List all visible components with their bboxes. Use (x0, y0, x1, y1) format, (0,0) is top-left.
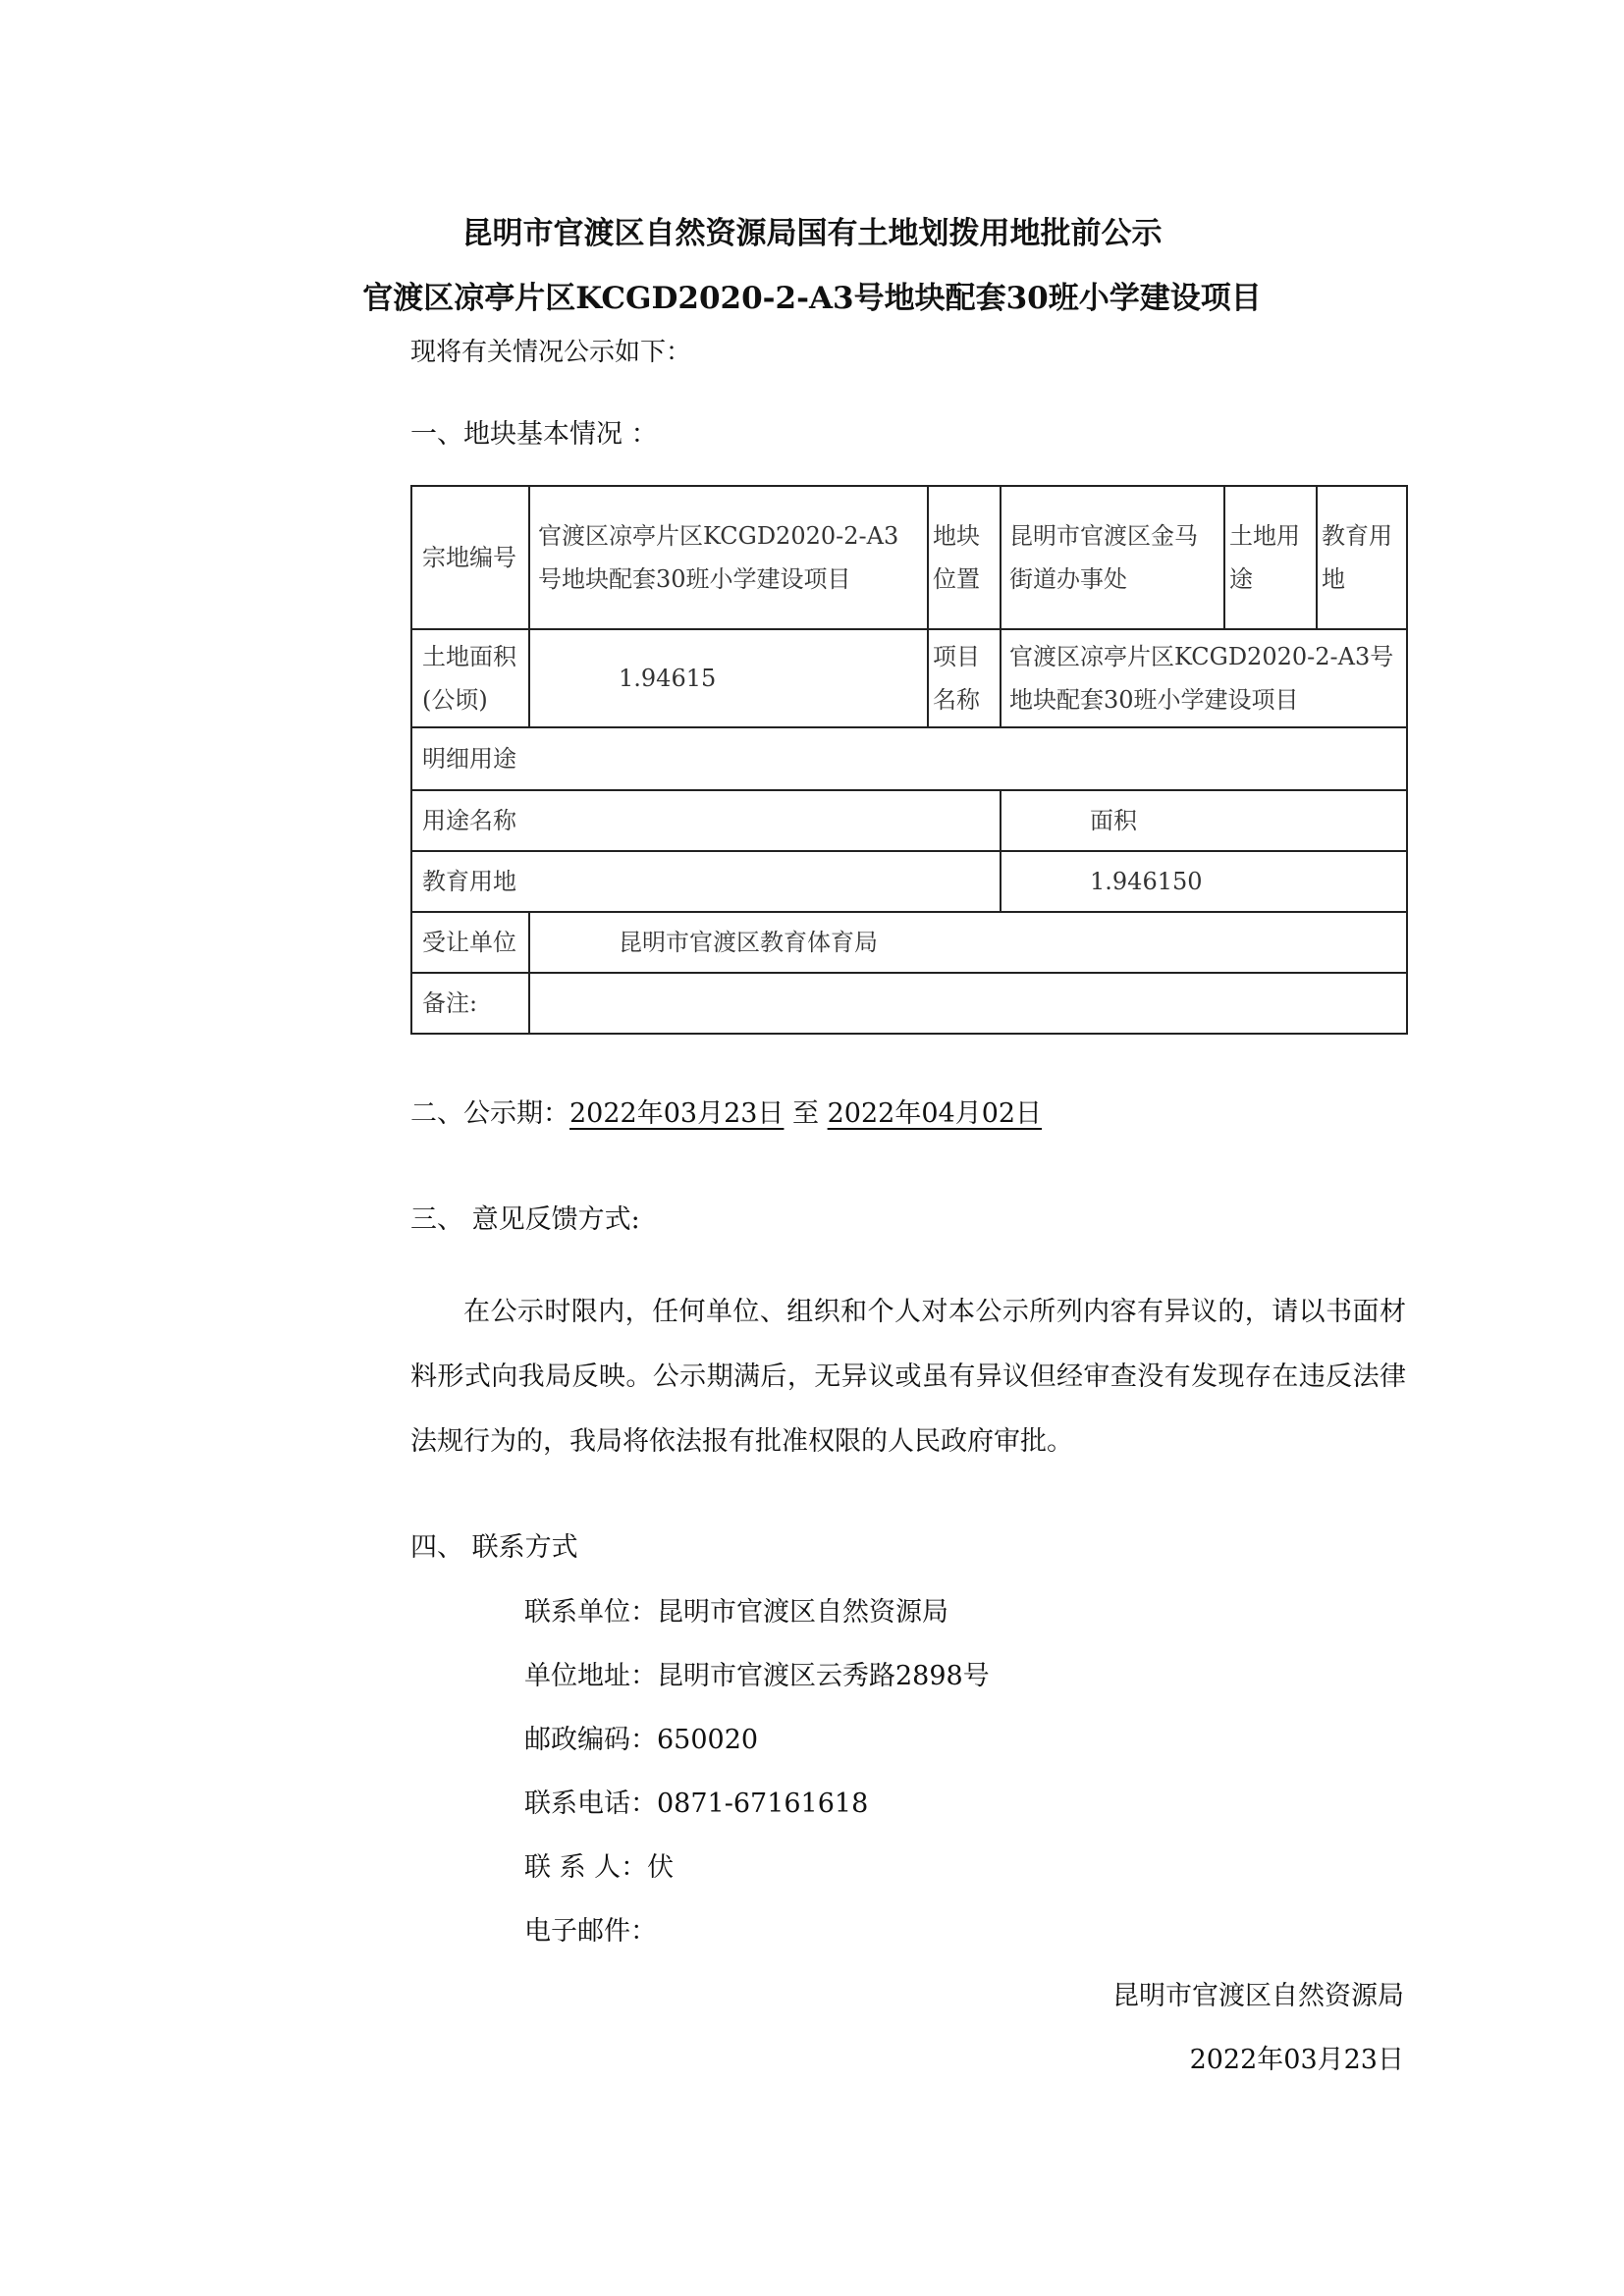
location-label: 地块位置 (928, 486, 1001, 629)
contact-phone: 联系电话：0871-67161618 (524, 1789, 869, 1819)
table-row (411, 486, 1407, 629)
intro-text: 现将有关情况公示如下： (410, 338, 692, 367)
location-value: 昆明市官渡区金马街道办事处 (1001, 486, 1224, 629)
landuse-label: 土地用途 (1224, 486, 1317, 629)
table-row (411, 973, 1407, 1034)
section1-heading: 一、地块基本情况 ： (410, 419, 658, 450)
grantee-label: 受让单位 (411, 912, 529, 973)
table-row (411, 790, 1407, 851)
document-subtitle: 官渡区凉亭片区KCGD2020-2-A3号地块配套30班小学建设项目 (362, 281, 1262, 316)
project-label: 项目名称 (928, 629, 1001, 727)
table-row (411, 912, 1407, 973)
contact-address: 单位地址：昆明市官渡区云秀路2898号 (524, 1661, 990, 1691)
section3-heading: 三、 意见反馈方式: (410, 1204, 640, 1235)
grantee-value: 昆明市官渡区教育体育局 (529, 912, 1407, 973)
parcel-info-table (410, 485, 1408, 1035)
table-row (411, 629, 1407, 727)
project-value: 官渡区凉亭片区KCGD2020-2-A3号地块配套30班小学建设项目 (1001, 629, 1407, 727)
section2-line (410, 1092, 1042, 1130)
parcel-no-label: 宗地编号 (411, 486, 529, 629)
use-row-name: 教育用地 (411, 851, 1001, 912)
parcel-no-value: 官渡区凉亭片区KCGD2020-2-A3号地块配套30班小学建设项目 (529, 486, 928, 629)
area-value: 1.94615 (529, 629, 928, 727)
section2-label: 二、公示期： (410, 1098, 569, 1129)
publicity-start-date: 2022年03月23日 (569, 1098, 785, 1129)
use-row-area: 1.946150 (1001, 851, 1407, 912)
contact-postcode: 邮政编码：650020 (524, 1725, 759, 1755)
table-row (411, 851, 1407, 912)
detail-label: 明细用途 (411, 727, 1407, 790)
use-area-header: 面积 (1001, 790, 1407, 851)
landuse-value: 教育用地 (1317, 486, 1407, 629)
contact-person: 联 系 人：伏 (524, 1852, 675, 1883)
publicity-to: 至 (792, 1098, 820, 1129)
feedback-text: 在公示时限内，任何单位、组织和个人对本公示所列内容有异议的，请以书面材料形式向我局反映。公示期满后，无异议或虽有异议但经审查没有发现存在违反法律法规行为的，我局将依法报有批准权限的人民政府审批。 (410, 1297, 1406, 1457)
use-name-header: 用途名称 (411, 790, 1001, 851)
contact-unit: 联系单位：昆明市官渡区自然资源局 (524, 1597, 948, 1628)
feedback-paragraph (410, 1280, 1406, 1474)
signature-org: 昆明市官渡区自然资源局 (1112, 1981, 1404, 2011)
remark-value (529, 973, 1407, 1034)
document-title: 昆明市官渡区自然资源局国有土地划拨用地批前公示 (461, 216, 1163, 251)
table-row (411, 727, 1407, 790)
section4-heading: 四、 联系方式 (410, 1532, 578, 1563)
contact-email: 电子邮件： (524, 1916, 657, 1947)
area-label: 土地面积(公顷) (411, 629, 529, 727)
remark-label: 备注: (411, 973, 529, 1034)
signature-date: 2022年03月23日 (1189, 2045, 1404, 2075)
publicity-end-date: 2022年04月02日 (827, 1098, 1043, 1129)
